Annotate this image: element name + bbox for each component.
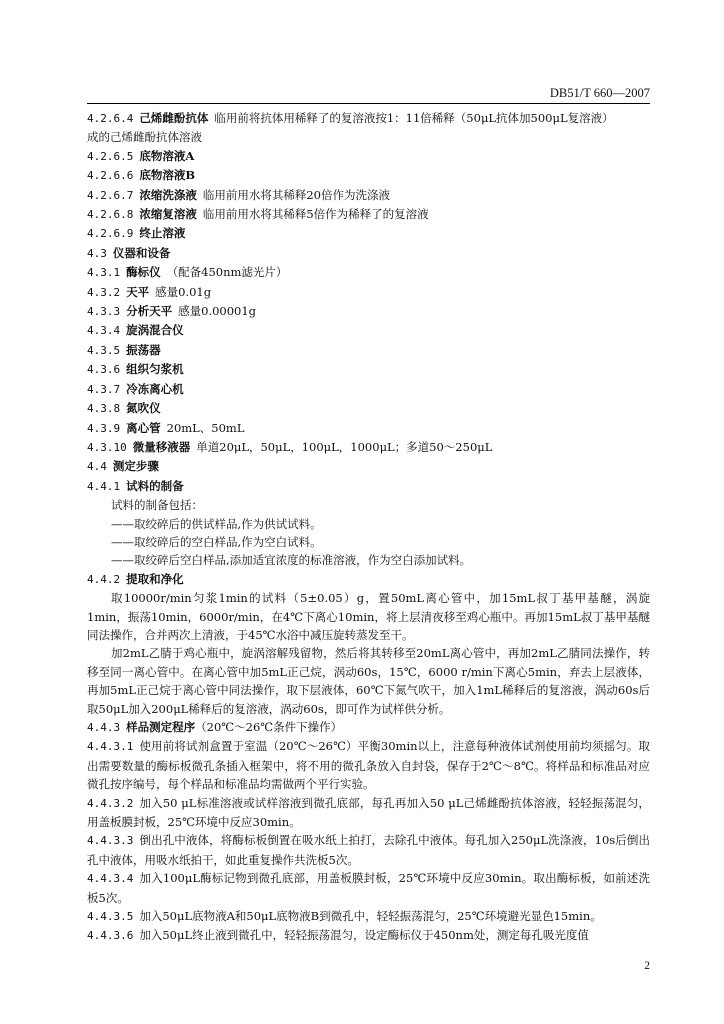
section-title: 提取和净化 xyxy=(126,571,184,586)
procedure-step xyxy=(87,926,650,945)
section-title: 样品测定程序 xyxy=(126,720,196,734)
section-line xyxy=(87,205,650,224)
section-text: 临用前将抗体用稀释了的复溶液按1：11倍稀释（50μL抗体加500μL复溶液） xyxy=(214,111,614,125)
page-number: 2 xyxy=(644,960,650,972)
section-number: 4.4.1 xyxy=(87,479,121,493)
section-heading-4-4-3 xyxy=(87,718,650,737)
section-line xyxy=(87,321,650,340)
section-line xyxy=(87,302,650,321)
step-number: 4.4.3.6 xyxy=(87,929,134,943)
section-title: 离心管 xyxy=(126,420,161,435)
section-line xyxy=(87,263,650,282)
section-line xyxy=(87,438,650,457)
section-number: 4.3.2 xyxy=(87,285,121,299)
step-number: 4.4.3.2 xyxy=(87,796,134,810)
section-number: 4.3.4 xyxy=(87,324,121,338)
step-text: 加入50μL终止液到微孔中，轻轻振荡混匀，设定酶标仪于450nm处，测定每孔吸光度值 xyxy=(139,928,589,943)
section-title: 底物溶液A xyxy=(139,148,195,163)
step-text: 加入50 μL标准溶液或试样溶液到微孔底部，每孔再加入50 μL己烯雌酚抗体溶液，轻轻振荡混匀，用盖板膜封板，25℃环境中反应30min。 xyxy=(87,795,650,830)
section-number: 4.3.9 xyxy=(87,421,121,435)
section-title: 微量移液器 xyxy=(132,439,191,454)
section-title: 浓缩复溶液 xyxy=(139,207,197,222)
section-title: 浓缩洗涤液 xyxy=(139,187,197,202)
section-line xyxy=(87,147,650,166)
section-title: 分析天平 xyxy=(126,304,173,319)
section-heading-4-4-2 xyxy=(87,570,650,589)
header-rule xyxy=(87,103,650,104)
procedure-step xyxy=(87,831,650,869)
section-number: 4.2.6.8 xyxy=(87,208,134,222)
section-line xyxy=(87,457,650,476)
procedure-step xyxy=(87,794,650,832)
section-number: 4.2.6.4 xyxy=(87,112,134,125)
paragraph: 加2mL乙腈于鸡心瓶中，旋涡溶解残留物，然后将其转移至20mL离心管中，再加2mL乙腈同法操作，转移至同一离心管中。在离心管中加5mL正己烷，涡动60s，15℃，6000 r/min下离心5min，弃去上层液体，再加5mL正己烷于离心管中同法操作，取下层液体，60℃下氮气吹干，加入1mL稀释后的复溶液，涡动60s后取50μL加入200μL稀释后的复溶液，涡动60s，即可作为试样供分析。 xyxy=(87,646,650,716)
section-title: 底物溶液B xyxy=(139,168,196,183)
section-line xyxy=(87,244,650,263)
section-number: 4.3.10 xyxy=(87,440,127,454)
section-line xyxy=(87,166,650,185)
section-text: （20℃～26℃条件下操作） xyxy=(195,720,343,734)
section-text: 单道20μL，50μL，100μL，1000μL；多道50～250μL xyxy=(196,439,493,454)
procedure-step xyxy=(87,869,650,907)
section-text: （配备450nm滤光片） xyxy=(166,265,288,280)
standard-code: DB51/T 660—2007 xyxy=(549,86,650,100)
section-number: 4.3 xyxy=(87,246,107,260)
section-line xyxy=(87,341,650,360)
section-number: 4.3.8 xyxy=(87,402,121,416)
section-line xyxy=(87,224,650,243)
section-text: 20mL、50mL xyxy=(166,420,245,435)
section-title: 振荡器 xyxy=(126,342,161,357)
section-title: 冷冻离心机 xyxy=(126,381,184,396)
section-line xyxy=(87,419,650,438)
section-number: 4.3.3 xyxy=(87,305,121,319)
prep-intro: 试料的制备包括： xyxy=(111,498,203,513)
step-text: 加入100μL酶标记物到微孔底部，用盖板膜封板，25℃环境中反应30min。取出酶标板，如前述洗板5次。 xyxy=(87,871,650,905)
section-number: 4.3.1 xyxy=(87,266,121,280)
section-line xyxy=(87,380,650,399)
section-line xyxy=(87,360,650,379)
section-line xyxy=(87,399,650,418)
step-number: 4.4.3.4 xyxy=(87,872,134,886)
step-text: 倒出孔中液体，将酶标板倒置在吸水纸上拍打，去除孔中液体。每孔加入250μL洗涤液，10s后倒出孔中液体，用吸水纸拍干，如此重复操作共洗板5次。 xyxy=(87,833,650,867)
step-text: 使用前将试剂盒置于室温（20℃～26℃）平衡30min以上，注意每种液体试剂使用前均须摇匀。取出需要数量的酶标板微孔条插入框架中，将不用的微孔条放入自封袋，保存于2℃～8℃。将样品和标准品对应微孔按序编号，每个样品和标准品均需做两个平行实验。 xyxy=(87,739,650,792)
section-title: 己烯雌酚抗体 xyxy=(139,111,209,125)
section-number: 4.3.6 xyxy=(87,363,121,377)
section-line xyxy=(87,477,650,496)
prep-item: ——取绞碎后空白样品,添加适宜浓度的标准溶液，作为空白添加试料。 xyxy=(111,553,472,568)
section-title: 旋涡混合仪 xyxy=(126,323,184,338)
step-number: 4.4.3.3 xyxy=(87,834,134,848)
prep-item: ——取绞碎后的供试样品,作为供试试料。 xyxy=(111,516,322,531)
prep-item: ——取绞碎后的空白样品,作为空白试料。 xyxy=(111,534,322,549)
section-number: 4.4.2 xyxy=(87,572,121,586)
paragraph: 取10000r/min匀浆1min的试料（5±0.05）g，置50mL离心管中，加15mL叔丁基甲基醚，涡旋1min，振荡10min，6000r/min，在4℃下离心10min，将上层清夜移至鸡心瓶中。再加15mL叔丁基甲基醚同法操作，合并两次上清液，于45℃水浴中减压旋转蒸发至干。 xyxy=(87,591,650,642)
step-number: 4.4.3.1 xyxy=(87,740,134,754)
section-text: 成的己烯雌酚抗体溶液 xyxy=(87,130,202,145)
section-title: 终止溶液 xyxy=(139,226,186,241)
section-text: 临用前用水将其稀释5倍作为稀释了的复溶液 xyxy=(202,207,429,222)
section-text: 临用前用水将其稀释20倍作为洗涤液 xyxy=(202,187,390,202)
section-number: 4.2.6.6 xyxy=(87,169,134,183)
section-line xyxy=(87,186,650,205)
section-text: 感量0.01g xyxy=(155,284,212,299)
section-number: 4.4 xyxy=(87,460,107,474)
step-number: 4.4.3.5 xyxy=(87,910,134,924)
section-lines xyxy=(87,109,650,496)
section-number: 4.2.6.5 xyxy=(87,149,134,163)
section-title: 氮吹仪 xyxy=(126,401,161,416)
section-title: 测定步骤 xyxy=(112,459,159,474)
section-number: 4.3.7 xyxy=(87,382,121,396)
section-title: 仪器和设备 xyxy=(112,245,171,260)
section-line xyxy=(87,109,650,128)
section-line xyxy=(87,283,650,302)
section-title: 酶标仪 xyxy=(126,265,161,280)
section-line xyxy=(87,128,650,146)
section-title: 组织匀浆机 xyxy=(126,362,184,377)
procedure-steps xyxy=(87,737,650,945)
procedure-step xyxy=(87,907,650,926)
section-number: 4.2.6.9 xyxy=(87,227,134,241)
section-number: 4.4.3 xyxy=(87,721,121,734)
section-title: 天平 xyxy=(126,284,150,299)
step-text: 加入50μL底物液A和50μL底物液B到微孔中，轻轻振荡混匀，25℃环境避光显色15min。 xyxy=(139,909,602,924)
procedure-step xyxy=(87,737,650,793)
section-number: 4.3.5 xyxy=(87,343,121,357)
section-title: 试料的制备 xyxy=(126,478,184,493)
section-text: 感量0.00001g xyxy=(178,304,257,319)
document-body xyxy=(87,109,650,946)
section-number: 4.2.6.7 xyxy=(87,188,134,202)
